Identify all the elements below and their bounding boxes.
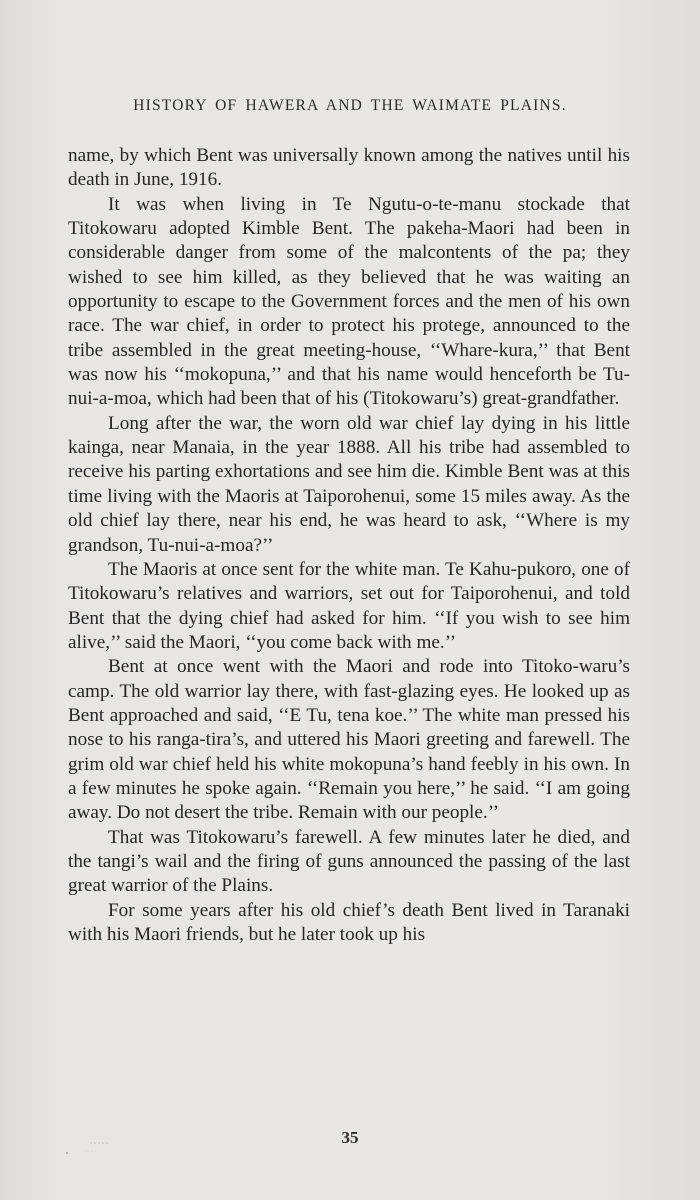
body-text xyxy=(68,144,630,947)
paragraph-adoption: It was when living in Te Ngutu-o-te-manu stockade that Titokowaru adopted Kimble Bent. The pakeha-Maori had been in considerable danger from some of the malcontents of the pa; they wished to see him killed, as they believed that he was waiting an opportunity to escape to the Government forces and the men of his own race. The war chief, in order to protect his protege, announced to the tribe assembled in the great meeting-house, ‘‘Whare-kura,’’ that Bent was now his ‘‘mokopuna,’’ and that his name would henceforth be Tu-nui-a-moa, which had been that of his (Titokowaru’s) great-grandfather. xyxy=(68,193,630,410)
paragraph-maoris-sent: The Maoris at once sent for the white man. Te Kahu-pukoro, one of Titokowaru’s relatives and warriors, set out for Taiporohenui, and told Bent that the dying chief had asked for him. ‘‘If you wish to see him alive,’’ said the Maori, ‘‘you come back with me.’’ xyxy=(68,558,630,653)
paragraph-after-death: For some years after his old chief’s death Bent lived in Taranaki with his Maori friends, but he later took up his xyxy=(68,899,630,945)
page-number: 35 xyxy=(341,1128,359,1147)
paragraph-bent-arrives: Bent at once went with the Maori and rode into Titoko-waru’s camp. The old warrior lay there, with fast-glazing eyes. He looked up as Bent approached and said, ‘‘E Tu, tena koe.’’ The white man pressed his nose to his ranga-tira’s, and uttered his Maori greeting and farewell. The grim old war chief held his white mokopuna’s hand feebly in his own. In a few minutes he spoke again. ‘‘Remain you here,’’ he said. ‘‘I am going away. Do not desert the tribe. Remain with our people.’’ xyxy=(68,656,630,824)
running-head: HISTORY OF HAWERA AND THE WAIMATE PLAINS. xyxy=(133,97,567,114)
paragraph-continued: name, by which Bent was universally known among the natives until his death in June, 1916. xyxy=(68,145,630,191)
paragraph-chief-dying: Long after the war, the worn old war chief lay dying in his little kainga, near Manaia, in the year 1888. All his tribe had assembled to receive his parting exhortations and see him die. Kimble Bent was at this time living with the Maoris at Taiporohenui, some 15 miles away. As the old chief lay there, near his end, he was heard to ask, ‘‘Where is my grandson, Tu-nui-a-moa?’’ xyxy=(68,412,630,556)
paragraph-farewell: That was Titokowaru’s farewell. A few minutes later he died, and the tangi’s wail and the firing of guns announced the passing of the last great warrior of the Plains. xyxy=(68,826,630,897)
